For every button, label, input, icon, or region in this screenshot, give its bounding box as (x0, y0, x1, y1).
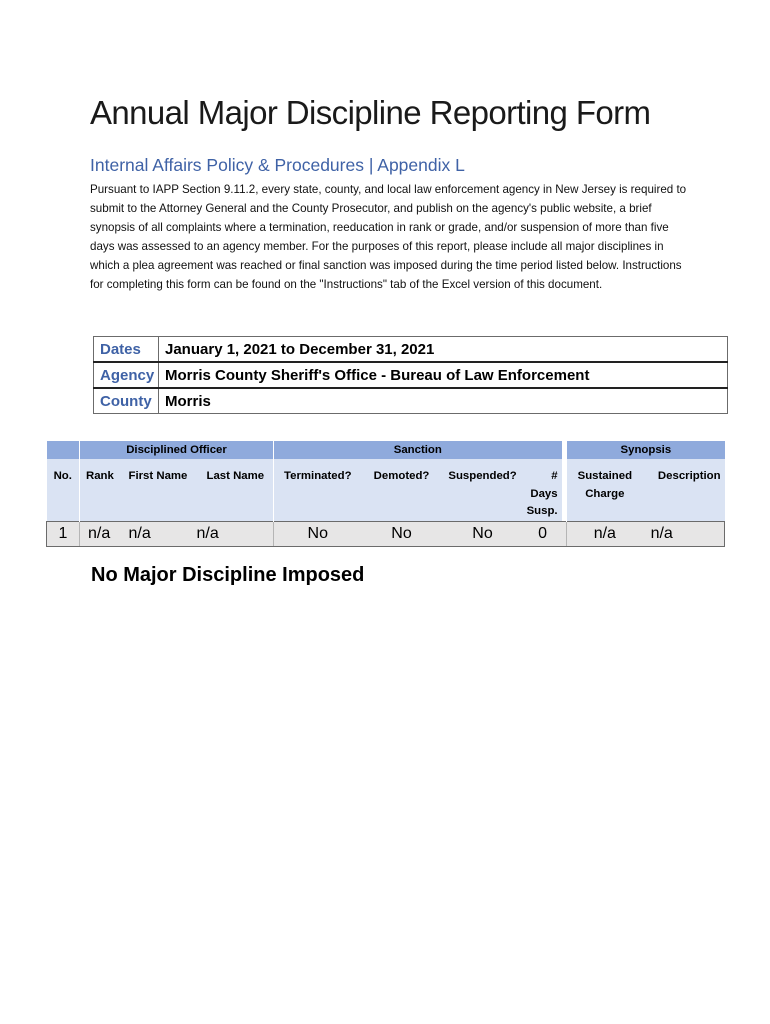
discipline-table (46, 441, 725, 547)
agency-value: Morris County Sheriff's Office - Bureau of Law Enforcement (159, 362, 728, 388)
county-label: County (94, 388, 159, 414)
no-discipline-note: No Major Discipline Imposed (91, 564, 365, 586)
cell-rank: n/a (80, 522, 123, 547)
cell-first-name: n/a (123, 522, 191, 547)
col-header-demoted: Demoted? (362, 459, 442, 522)
cell-description: n/a (643, 522, 725, 547)
cell-no: 1 (47, 522, 80, 547)
col-header-rank: Rank (80, 459, 123, 522)
column-header-row (47, 459, 725, 522)
col-header-suspended: Suspended? (442, 459, 524, 522)
col-header-sustained-charge: Sustained Charge (567, 459, 643, 522)
cell-days-suspended: 0 (524, 522, 562, 547)
agency-row (94, 362, 728, 388)
group-header-sanction: Sanction (274, 441, 562, 459)
dates-value: January 1, 2021 to December 31, 2021 (159, 337, 728, 363)
cell-terminated: No (274, 522, 362, 547)
form-title: Annual Major Discipline Reporting Form (90, 94, 651, 131)
col-header-no: No. (47, 459, 80, 522)
group-header-row (47, 441, 725, 459)
group-header-officer: Disciplined Officer (80, 441, 274, 459)
county-value: Morris (159, 388, 728, 414)
group-header-no (47, 441, 80, 459)
intro-paragraph: Pursuant to IAPP Section 9.11.2, every state, county, and local law enforcement agency in New Jersey is required to submit to the Attorney General and the County Prosecutor, and publish on the agency's public website, a brief synopsis of all complaints where a termination, reeducation in rank or grade, and/or suspension of more than five days was assessed to an agency member. For the purposes of this report, please include all major disciplines in which a plea agreement was reached or final sanction was imposed during the time period listed below. Instructions for completing this form can be found on the "Instructions" tab of the Excel version of this document. (90, 183, 687, 291)
table-row (47, 522, 725, 547)
cell-suspended: No (442, 522, 524, 547)
cell-sustained-charge: n/a (567, 522, 643, 547)
agency-label: Agency (94, 362, 159, 388)
col-header-description: Description (643, 459, 725, 522)
cell-demoted: No (362, 522, 442, 547)
col-header-last-name: Last Name (191, 459, 274, 522)
dates-label: Dates (94, 337, 159, 363)
group-header-synopsis: Synopsis (567, 441, 725, 459)
col-header-terminated: Terminated? (274, 459, 362, 522)
dates-row (94, 337, 728, 363)
cell-last-name: n/a (191, 522, 274, 547)
col-header-first-name: First Name (123, 459, 191, 522)
county-row (94, 388, 728, 414)
col-header-days-suspended: # Days Susp. (524, 459, 562, 522)
agency-info-table (93, 336, 728, 414)
form-subtitle: Internal Affairs Policy & Procedures | Appendix L (90, 155, 465, 175)
